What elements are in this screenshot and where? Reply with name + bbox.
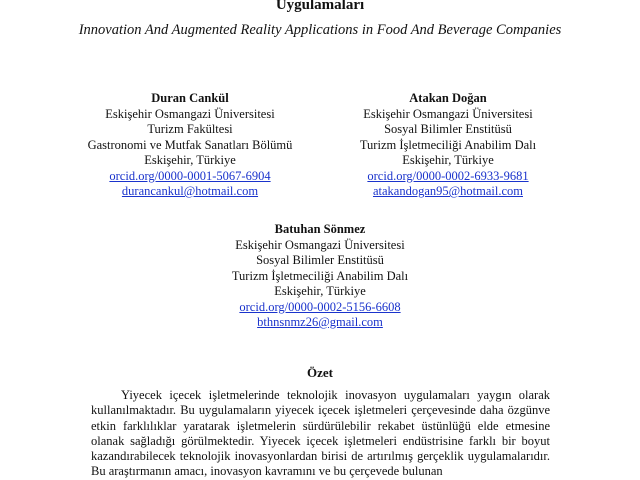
email-link[interactable]: bthnsnmz26@gmail.com (257, 315, 383, 329)
affiliation-line: Sosyal Bilimler Enstitüsü (384, 122, 512, 136)
affiliation-line: Eskişehir Osmangazi Üniversitesi (105, 106, 275, 121)
affiliation-line: Turizm Fakültesi (147, 122, 233, 136)
author-block (60, 91, 320, 200)
author-name: Duran Cankül (151, 91, 229, 105)
author-block (318, 91, 578, 200)
affiliation-line: Gastronomi ve Mutfak Sanatları Bölümü (87, 137, 293, 152)
paper-title-turkish: Uygulamaları (275, 0, 365, 13)
affiliation-line: Eskişehir, Türkiye (144, 153, 236, 167)
author-block (190, 222, 450, 331)
affiliation-line: Sosyal Bilimler Enstitüsü (256, 253, 384, 267)
abstract-heading: Özet (307, 365, 333, 380)
author-name: Atakan Doğan (409, 91, 487, 105)
affiliation-line: Eskişehir, Türkiye (274, 284, 366, 298)
orcid-link[interactable]: orcid.org/0000-0002-5156-6608 (239, 299, 401, 314)
affiliation-line: Eskişehir Osmangazi Üniversitesi (363, 106, 533, 121)
orcid-link[interactable]: orcid.org/0000-0001-5067-6904 (109, 168, 271, 183)
orcid-link[interactable]: orcid.org/0000-0002-6933-9681 (367, 168, 529, 183)
affiliation-line: Eskişehir, Türkiye (402, 153, 494, 167)
affiliation-line: Turizm İşletmeciliği Anabilim Dalı (231, 268, 409, 283)
abstract-text: Yiyecek içecek işletmelerinde teknolojik inovasyon uygulamaları yaygın olarak kullanılmaktadır. Bu uygulamaların yiyecek içecek işletmeleri çerçevesinde daha özgünve etkin farklılıklar yaratarak işletmelerin sürdürülebilir rekabet üstünlüğü elde etmesine olanak sağladığı görülmektedir. Yiyecek içecek işletmeleri endüstrisine farklı bir boyut kazandırabilecek teknolojik inovasyonlardan birisi de artırılmış gerçeklik uygulamalarıdır. Bu araştırmanın amacı, inovasyon kavramını ve bu çerçevede bulunan (91, 388, 550, 479)
author-name: Batuhan Sönmez (274, 222, 366, 236)
email-link[interactable]: durancankul@hotmail.com (121, 184, 259, 198)
affiliation-line: Eskişehir Osmangazi Üniversitesi (235, 237, 405, 252)
email-link[interactable]: atakandogan95@hotmail.com (372, 184, 523, 198)
paper-title-english: Innovation And Augmented Reality Applications in Food And Beverage Companies (78, 22, 562, 38)
affiliation-line: Turizm İşletmeciliği Anabilim Dalı (359, 137, 537, 152)
